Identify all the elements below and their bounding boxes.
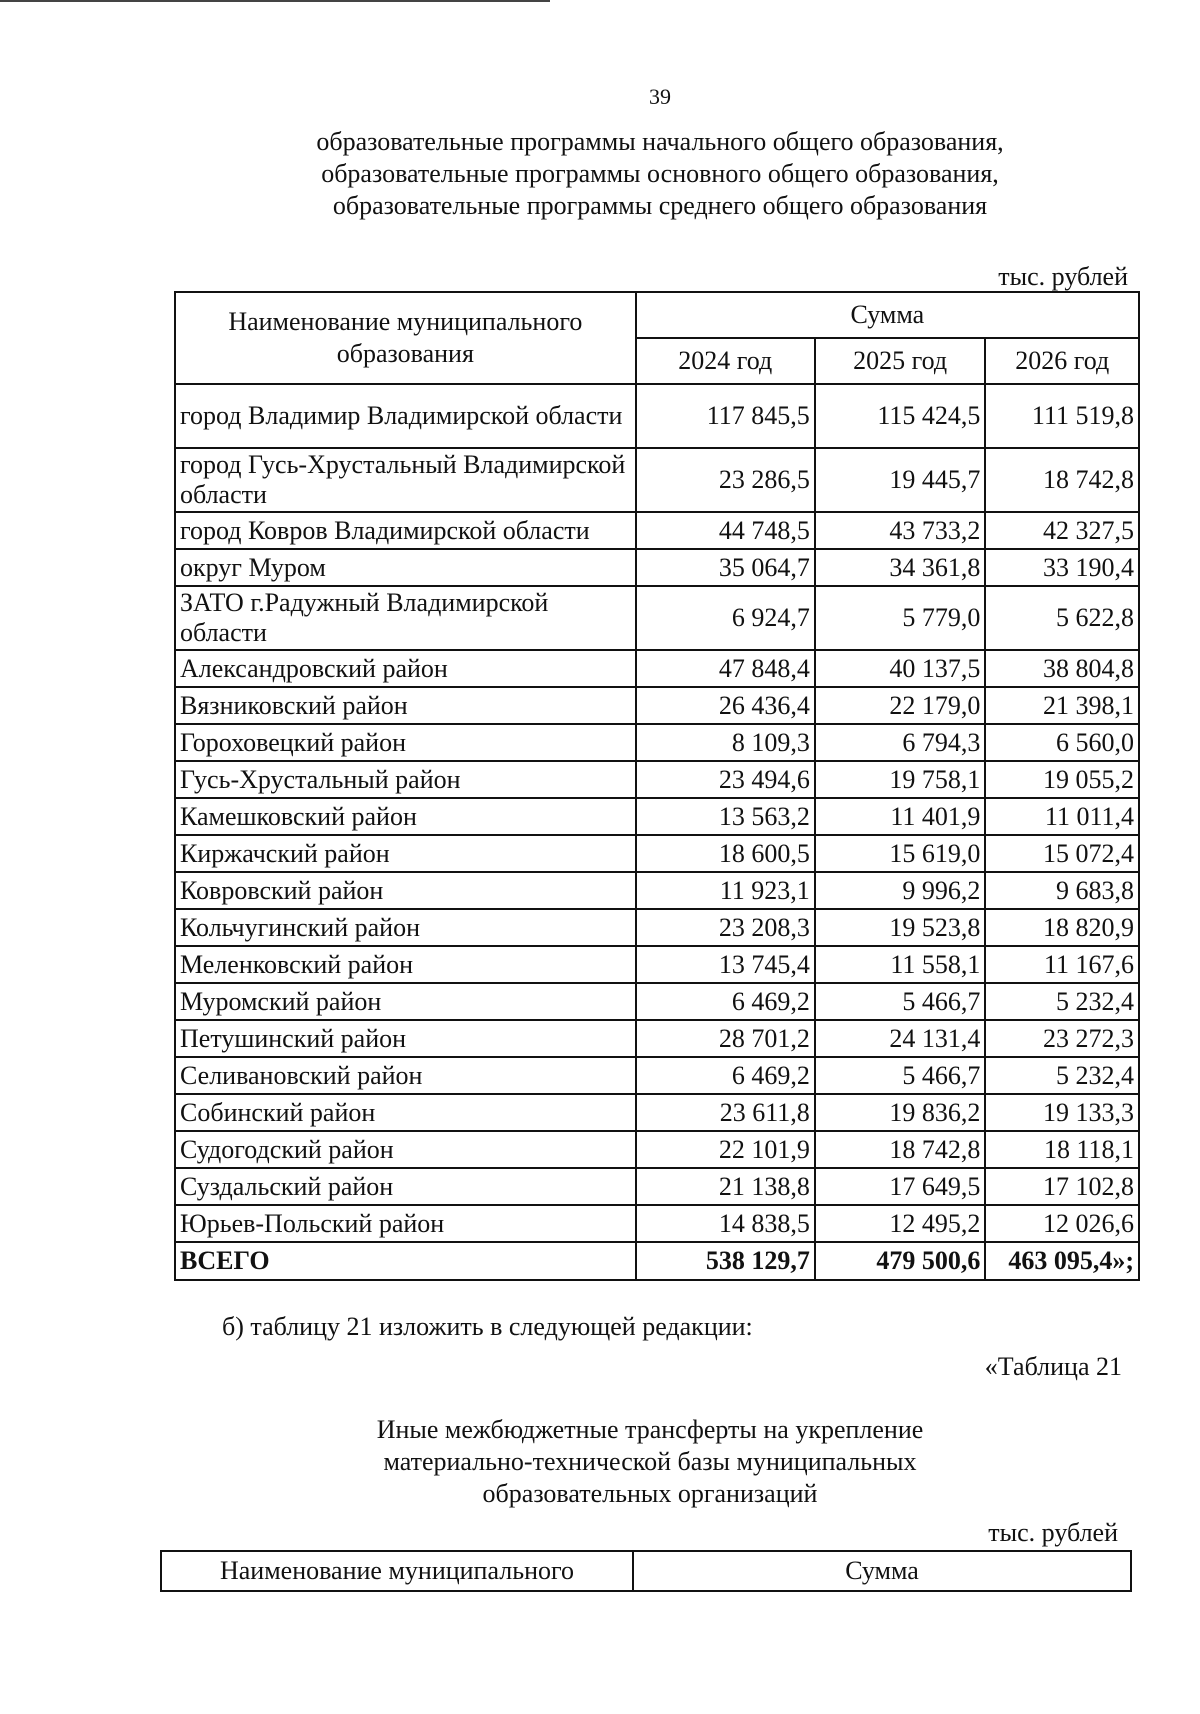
heading-line: образовательные программы начального общего образования,	[316, 127, 1004, 156]
amount-2024: 23 208,3	[636, 909, 815, 946]
municipality-name: Ковровский район	[175, 872, 636, 909]
column-header-sum: Сумма	[633, 1551, 1131, 1591]
amount-2026: 21 398,1	[985, 687, 1139, 724]
table-row	[175, 650, 1139, 687]
municipality-name: Гороховецкий район	[175, 724, 636, 761]
table-row	[175, 448, 1139, 512]
municipality-name: Александровский район	[175, 650, 636, 687]
column-header-year: 2026 год	[985, 338, 1139, 384]
amount-2026: 5 232,4	[985, 1057, 1139, 1094]
table-row	[175, 909, 1139, 946]
table-row	[175, 1020, 1139, 1057]
municipality-name: Судогодский район	[175, 1131, 636, 1168]
heading-line: образовательные программы основного общего образования,	[321, 159, 999, 188]
allocation-table	[174, 291, 1140, 1281]
amount-2024: 35 064,7	[636, 549, 815, 586]
heading-line: материально-технической базы муниципальных	[383, 1447, 917, 1476]
table-row	[175, 1205, 1139, 1242]
municipality-name: Камешковский район	[175, 798, 636, 835]
amount-2026: 42 327,5	[985, 512, 1139, 549]
amount-2024: 6 469,2	[636, 1057, 815, 1094]
amount-2026: 111 519,8	[985, 384, 1139, 448]
table-row	[175, 798, 1139, 835]
amount-2025: 5 779,0	[815, 586, 986, 650]
amount-2025: 15 619,0	[815, 835, 986, 872]
municipality-name: город Владимир Владимирской области	[175, 384, 636, 448]
table-row	[175, 687, 1139, 724]
municipality-name: ЗАТО г.Радужный Владимирской области	[175, 586, 636, 650]
total-label: ВСЕГО	[175, 1242, 636, 1280]
table-row	[175, 1094, 1139, 1131]
amount-2024: 26 436,4	[636, 687, 815, 724]
table-row	[175, 1057, 1139, 1094]
table-row	[175, 946, 1139, 983]
municipality-name: город Гусь-Хрустальный Владимирской области	[175, 448, 636, 512]
total-row	[175, 1242, 1139, 1280]
amount-2026: 33 190,4	[985, 549, 1139, 586]
municipality-name: Юрьев-Польский район	[175, 1205, 636, 1242]
section-heading	[200, 126, 1120, 222]
amount-2026: 11 011,4	[985, 798, 1139, 835]
heading-line: образовательные программы среднего общего образования	[332, 191, 988, 220]
table-row	[175, 724, 1139, 761]
table-row	[175, 549, 1139, 586]
amount-2025: 6 794,3	[815, 724, 986, 761]
municipality-name: Вязниковский район	[175, 687, 636, 724]
amount-2025: 19 445,7	[815, 448, 986, 512]
amendment-note: б) таблицу 21 изложить в следующей редакции:	[222, 1312, 753, 1341]
amount-2026: 18 820,9	[985, 909, 1139, 946]
amount-2026: 15 072,4	[985, 835, 1139, 872]
table-row	[175, 1131, 1139, 1168]
amount-2026: 9 683,8	[985, 872, 1139, 909]
amount-2025: 19 758,1	[815, 761, 986, 798]
column-header-year: 2024 год	[636, 338, 815, 384]
municipality-name: Меленковский район	[175, 946, 636, 983]
municipality-name: город Ковров Владимирской области	[175, 512, 636, 549]
table-row	[175, 586, 1139, 650]
amount-2025: 9 996,2	[815, 872, 986, 909]
units-label-2: тыс. рублей	[988, 1518, 1118, 1547]
table-row	[175, 761, 1139, 798]
section-heading-2	[290, 1414, 1010, 1510]
amount-2026: 17 102,8	[985, 1168, 1139, 1205]
amount-2024: 8 109,3	[636, 724, 815, 761]
amount-2026: 23 272,3	[985, 1020, 1139, 1057]
table-row	[175, 512, 1139, 549]
amount-2026: 38 804,8	[985, 650, 1139, 687]
municipality-name: Суздальский район	[175, 1168, 636, 1205]
table-label: «Таблица 21	[984, 1352, 1122, 1381]
municipality-name: округ Муром	[175, 549, 636, 586]
heading-line: Иные межбюджетные трансферты на укрепление	[376, 1415, 924, 1444]
table-row	[175, 872, 1139, 909]
table-row	[175, 983, 1139, 1020]
column-header-sum: Сумма	[636, 292, 1139, 338]
column-header-name: Наименование муниципального образования	[175, 292, 636, 384]
total-2026: 463 095,4»;	[985, 1242, 1139, 1280]
amount-2026: 18 118,1	[985, 1131, 1139, 1168]
amount-2025: 11 401,9	[815, 798, 986, 835]
municipality-name: Гусь-Хрустальный район	[175, 761, 636, 798]
amount-2025: 24 131,4	[815, 1020, 986, 1057]
amount-2025: 5 466,7	[815, 1057, 986, 1094]
amount-2024: 22 101,9	[636, 1131, 815, 1168]
amount-2024: 23 494,6	[636, 761, 815, 798]
page-number: 39	[649, 84, 671, 109]
top-rule	[0, 0, 550, 2]
amount-2026: 12 026,6	[985, 1205, 1139, 1242]
municipality-name: Селивановский район	[175, 1057, 636, 1094]
amount-2024: 6 469,2	[636, 983, 815, 1020]
units-label: тыс. рублей	[998, 262, 1128, 291]
amount-2024: 23 286,5	[636, 448, 815, 512]
column-header-year: 2025 год	[815, 338, 986, 384]
amount-2024: 44 748,5	[636, 512, 815, 549]
amount-2026: 19 133,3	[985, 1094, 1139, 1131]
municipality-name: Собинский район	[175, 1094, 636, 1131]
amount-2024: 18 600,5	[636, 835, 815, 872]
amount-2026: 11 167,6	[985, 946, 1139, 983]
municipality-name: Кольчугинский район	[175, 909, 636, 946]
amount-2026: 19 055,2	[985, 761, 1139, 798]
amount-2026: 5 232,4	[985, 983, 1139, 1020]
amount-2024: 21 138,8	[636, 1168, 815, 1205]
amount-2025: 18 742,8	[815, 1131, 986, 1168]
amount-2025: 43 733,2	[815, 512, 986, 549]
table-row	[175, 384, 1139, 448]
amount-2025: 19 523,8	[815, 909, 986, 946]
amount-2025: 12 495,2	[815, 1205, 986, 1242]
amount-2025: 5 466,7	[815, 983, 986, 1020]
column-header-name: Наименование муниципального	[161, 1551, 633, 1591]
table-row	[175, 1168, 1139, 1205]
amount-2024: 13 745,4	[636, 946, 815, 983]
amount-2024: 23 611,8	[636, 1094, 815, 1131]
amount-2024: 11 923,1	[636, 872, 815, 909]
amount-2026: 18 742,8	[985, 448, 1139, 512]
amount-2025: 115 424,5	[815, 384, 986, 448]
transfers-table	[160, 1550, 1132, 1592]
total-2025: 479 500,6	[815, 1242, 986, 1280]
amount-2024: 13 563,2	[636, 798, 815, 835]
amount-2026: 5 622,8	[985, 586, 1139, 650]
heading-line: образовательных организаций	[482, 1479, 818, 1508]
amount-2024: 14 838,5	[636, 1205, 815, 1242]
municipality-name: Киржачский район	[175, 835, 636, 872]
amount-2024: 47 848,4	[636, 650, 815, 687]
amount-2024: 6 924,7	[636, 586, 815, 650]
total-2024: 538 129,7	[636, 1242, 815, 1280]
amount-2025: 19 836,2	[815, 1094, 986, 1131]
amount-2025: 17 649,5	[815, 1168, 986, 1205]
amount-2025: 40 137,5	[815, 650, 986, 687]
municipality-name: Муромский район	[175, 983, 636, 1020]
amount-2026: 6 560,0	[985, 724, 1139, 761]
amount-2024: 28 701,2	[636, 1020, 815, 1057]
municipality-name: Петушинский район	[175, 1020, 636, 1057]
amount-2025: 34 361,8	[815, 549, 986, 586]
amount-2024: 117 845,5	[636, 384, 815, 448]
amount-2025: 11 558,1	[815, 946, 986, 983]
amount-2025: 22 179,0	[815, 687, 986, 724]
table-row	[175, 835, 1139, 872]
